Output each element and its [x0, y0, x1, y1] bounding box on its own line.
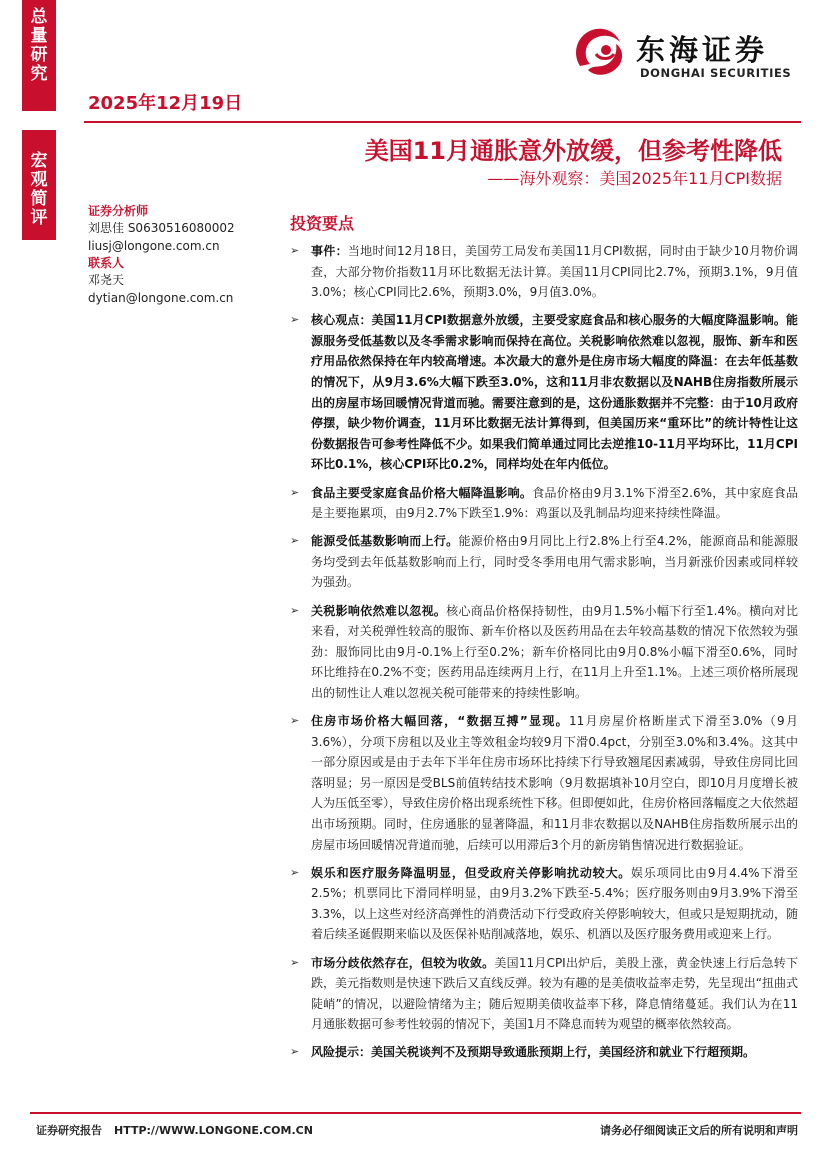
bullet-head: 事件：	[311, 244, 348, 258]
donghai-logo-icon	[566, 20, 630, 84]
bullet-head: 能源受低基数影响而上行。	[311, 534, 459, 549]
list-item	[290, 241, 798, 303]
footer-label: 证券研究报告	[36, 1124, 102, 1137]
arrow-bullet-icon: ➢	[290, 713, 300, 727]
bullet-body: 食品价格由9月3.1%下滑至2.6%，其中家庭食品是主要拖累项，由9月2.7%下跌至1.9%：鸡蛋以及乳制品均迎来持续性降温。	[311, 485, 798, 521]
list-item	[290, 863, 798, 945]
category-char: 究	[30, 64, 48, 84]
bullet-body: 美国11月CPI出炉后，美股上涨，黄金快速上行后急转下跌，美元指数则是快速下跌后又直线反弹。较为有趣的是美债收益率走势，先呈现出“扭曲式陡峭”的情况，以避险情绪为主；随后短期美债收益率下移，降息情绪蔓延。我们认为在11月通胀数据可参考性较弱的情况下，美国1月不降息而转为观望的概率依然较高。	[311, 955, 798, 1032]
report-title: 美国11月通胀意外放缓，但参考性降低	[364, 137, 782, 165]
footer-disclaimer: 请务必仔细阅读正文后的所有说明和声明	[600, 1124, 798, 1137]
report-date: 2025年12月19日	[88, 93, 243, 114]
arrow-bullet-icon: ➢	[290, 534, 300, 548]
logo-english-name: DONGHAI SECURITIES	[640, 66, 792, 80]
arrow-bullet-icon: ➢	[290, 955, 300, 969]
bullet-body: 11月房屋价格断崖式下滑至3.0%（9月3.6%），分项下房租以及业主等效租金均较9月下滑0.4pct，分别至3.0%和3.4%。这其中一部分原因或是由于去年下半年住房市场环比持续下行导致翘尾因素减弱，导致住房同比回落明显；另一原因是受BLS前值转结技术影响（9月数据填补10月空白，即10月月度增长被人为压低至零），导致住房价格出现系统性下移。但即便如此，住房价格回落幅度之大依然超出市场预期。同时，住房通胀的显著降温，和11月非农数据以及NAHB住房指数所展示出的房屋市场回暖情况背道而驰，后续可以用滞后3个月的新房销售情况进行数据验证。	[311, 713, 798, 852]
bullet-head: 核心观点：美国11月CPI数据意外放缓，主要受家庭食品和核心服务的大幅度降温影响。能源服务受低基数以及冬季需求影响而保持在高位。关税影响依然难以忽视，服饰、新车和医疗用品依然保持在年内较高增速。本次最大的意外是住房市场大幅度的降温：在去年低基数的情况下，从9月3.6%大幅下跌至3.0%，这和11月非农数据以及NAHB住房指数所展示出的房屋市场回暖情况背道而驰。需要注意到的是，这份通胀数据并不完整：由于10月政府停摆，缺少物价调查，11月环比数据无法计算得到，但美国历来“重环比”的统计特性让这份数据报告可参考性降低不少。如果我们简单通过同比去逆推10-11月平均环比，11月CPI环比0.1%，核心CPI环比0.2%，同样均处在年内低位。	[311, 313, 798, 472]
contact-email[interactable]: dytian@longone.com.cn	[88, 291, 234, 305]
list-item	[290, 953, 798, 1035]
category-char: 研	[30, 45, 48, 65]
category-char: 总	[30, 7, 48, 27]
list-item	[290, 1042, 798, 1063]
analyst-label: 证券分析师	[88, 204, 149, 218]
arrow-bullet-icon: ➢	[290, 603, 300, 617]
analyst-name: 刘思佳 S0630516080002	[88, 221, 235, 235]
header-divider	[84, 121, 801, 123]
bullet-body: 能源价格由9月同比上行2.8%上行至4.2%，能源商品和能源服务均受到去年低基数影响而上行，同时受冬季用电用气需求影响，当月新涨价因素或同样较为强劲。	[311, 534, 798, 590]
bullet-head: 风险提示：美国关税谈判不及预期导致通胀预期上行，美国经济和就业下行超预期。	[311, 1045, 756, 1060]
list-item	[290, 711, 798, 855]
report-type-tag	[22, 130, 56, 240]
category-char: 量	[30, 26, 48, 46]
contact-name: 邓尧天	[88, 273, 125, 287]
bullet-head: 住房市场价格大幅回落，“数据互搏”显现。	[311, 713, 569, 728]
analyst-email[interactable]: liusj@longone.com.cn	[88, 239, 220, 253]
bullet-body: 当地时间12月18日，美国劳工局发布美国11月CPI数据，同时由于缺少10月物价调查，大部分物价指数11月环比数据无法计算。美国11月CPI同比2.7%，预期3.1%，9月值3.0%；核心CPI同比2.6%，预期3.0%，9月值3.0%。	[311, 244, 798, 300]
report-subtitle: ——海外观察：美国2025年11月CPI数据	[487, 169, 782, 188]
footer-url[interactable]: HTTP://WWW.LONGONE.COM.CN	[114, 1124, 313, 1137]
section-title: 投资要点	[290, 214, 355, 233]
bullet-head: 娱乐和医疗服务降温明显，但受政府关停影响扰动较大。	[311, 865, 632, 880]
list-item	[290, 483, 798, 524]
arrow-bullet-icon: ➢	[290, 865, 300, 879]
arrow-bullet-icon: ➢	[290, 244, 300, 257]
arrow-bullet-icon: ➢	[290, 313, 300, 327]
contact-label: 联系人	[88, 256, 125, 270]
report-category-tag	[22, 0, 56, 111]
bullet-head: 关税影响依然难以忽视。	[311, 603, 447, 618]
type-char: 简	[30, 189, 48, 209]
list-item	[290, 601, 798, 704]
arrow-bullet-icon: ➢	[290, 485, 300, 499]
logo-chinese-name: 东海证券	[636, 33, 769, 67]
bullet-body: 核心商品价格保持韧性，由9月1.5%小幅下行至1.4%。横向对比来看，对关税弹性较高的服饰、新车价格以及医药用品在去年较高基数的情况下依然较为强劲：服饰同比由9月-0.1%上行至0.2%；新车价格同比由9月0.8%小幅下滑至0.6%，同时环比维持在0.2%不变；医药用品连续两月上行，在11月上升至1.1%。上述三项价格所展现出的韧性让人难以忽视关税可能带来的持续性影响。	[311, 603, 798, 700]
key-points-list	[290, 241, 798, 1070]
list-item	[290, 310, 798, 475]
type-char: 宏	[30, 151, 48, 171]
bullet-body: 娱乐项同比由9月4.4%下滑至2.5%；机票同比下滑同样明显，由9月3.2%下跌至-5.4%；医疗服务则由9月3.9%下滑至3.3%，以上这些对经济高弹性的消费活动下行受政府关停影响较大，但或只是短期扰动，随着后续圣诞假期来临以及医保补贴削减落地，娱乐、机酒以及医疗服务费用或迎来上行。	[311, 865, 798, 942]
list-item	[290, 531, 798, 593]
footer-divider	[30, 1112, 801, 1114]
type-char: 评	[30, 208, 48, 228]
type-char: 观	[30, 170, 48, 190]
bullet-head: 市场分歧依然存在，但较为收敛。	[311, 955, 495, 970]
footer-left	[36, 1122, 313, 1138]
arrow-bullet-icon: ➢	[290, 1045, 300, 1059]
bullet-head: 食品主要受家庭食品价格大幅降温影响。	[311, 485, 533, 500]
